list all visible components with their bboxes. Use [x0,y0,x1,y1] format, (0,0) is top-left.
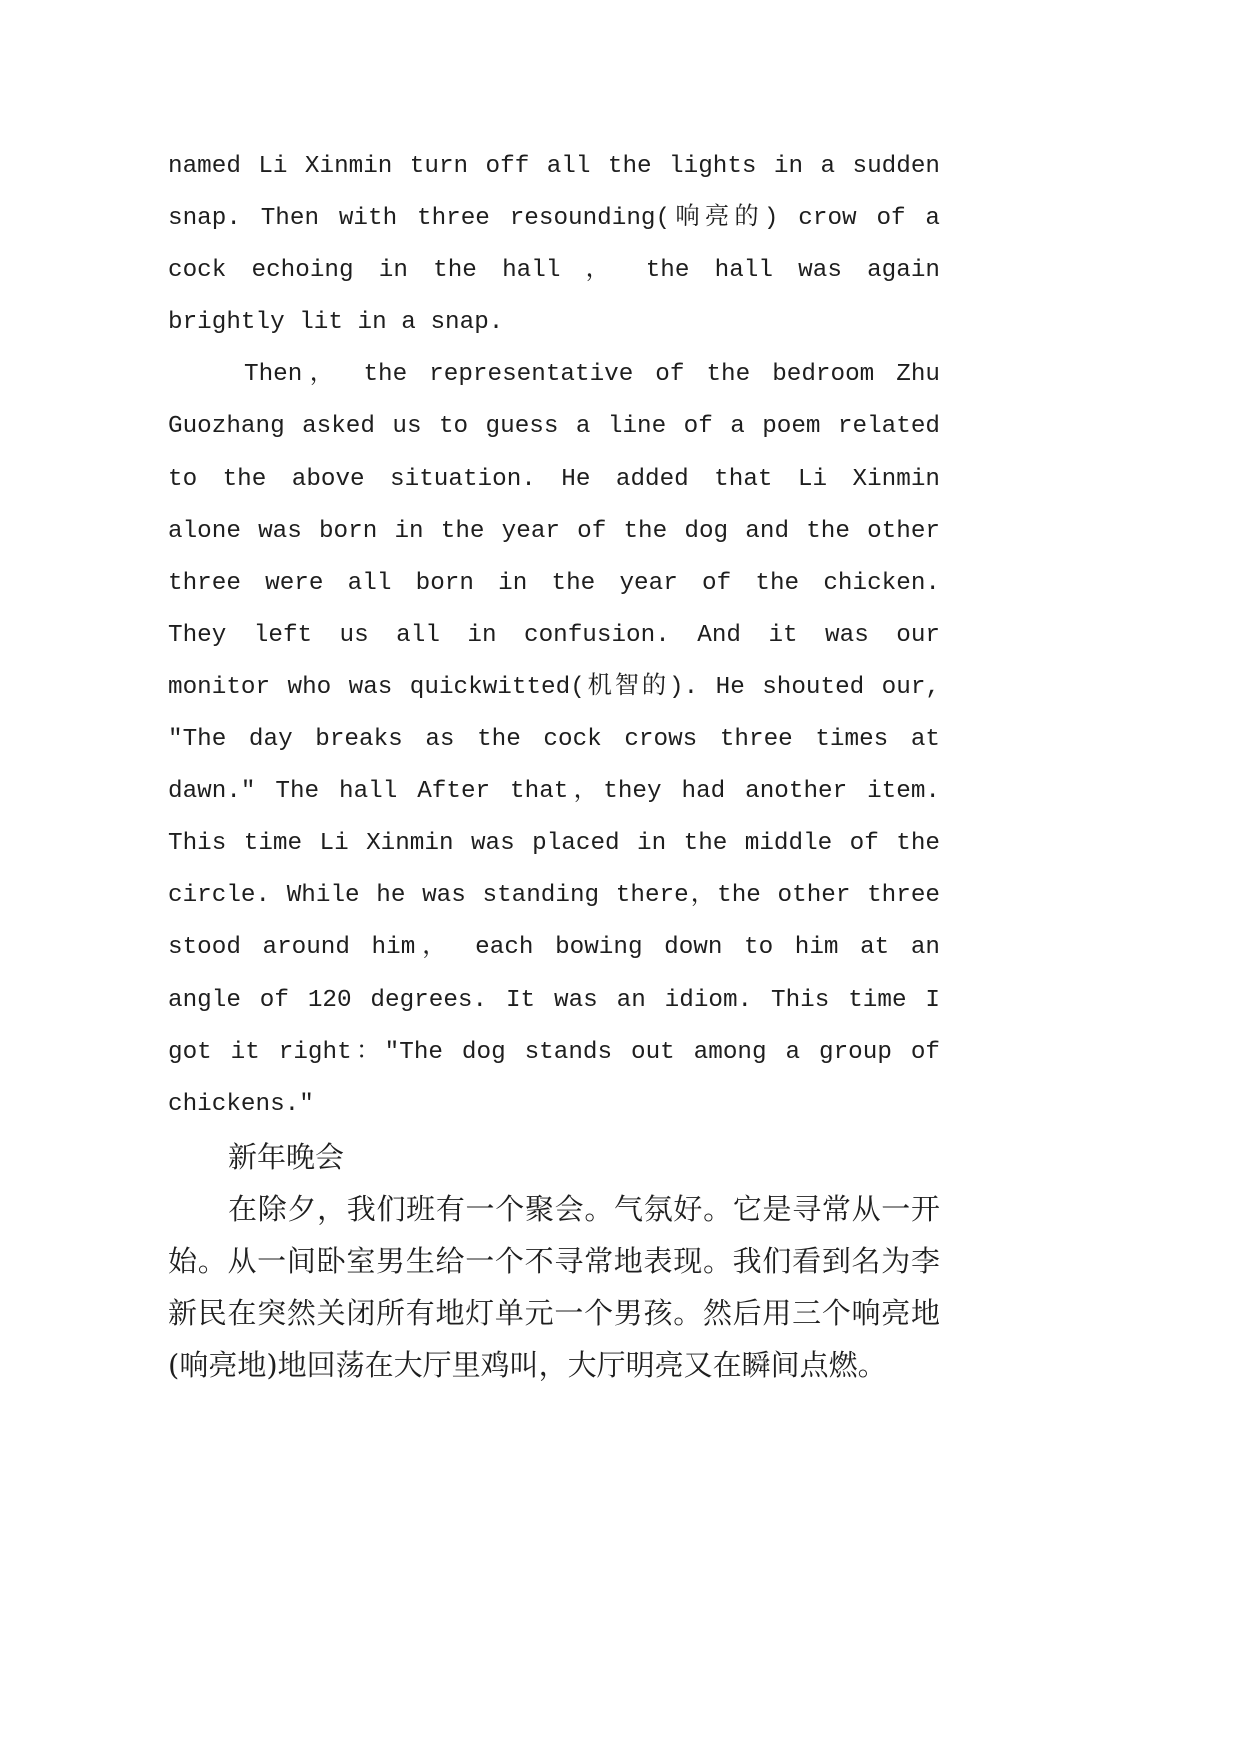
text-line: three were all born in the year of the chicken. [168,569,940,597]
text-line: brightly lit in a snap. [168,309,504,337]
text-line: alone was born in the year of the dog and the other [168,517,940,545]
text-column [168,141,940,1391]
text-line: dawn." The hall After that，they had another item. [168,778,940,806]
text-line: "The day breaks as the cock crows three times at [168,726,940,754]
text-line: to the above situation. He added that Li Xinmin [168,465,940,493]
text-line: named Li Xinmin turn off all the lights in a sudden [168,153,940,180]
text-line: 在除夕，我们班有一个聚会。气氛好。它是寻常从一开 [228,1191,940,1226]
text-line: stood around him， each bowing down to him at an [168,934,940,962]
text-line: Guozhang asked us to guess a line of a poem related [168,413,940,441]
paragraph [168,141,940,349]
text-line: 新民在突然关闭所有地灯单元一个男孩。然后用三个响亮地 [168,1296,940,1331]
text-line: cock echoing in the hall ， the hall was again [168,257,940,285]
paragraph [168,1183,940,1391]
text-line: angle of 120 degrees. It was an idiom. This time I [168,986,940,1014]
text-line: They left us all in confusion. And it was our [168,621,940,649]
text-line: circle. While he was standing there，the other three [168,882,940,910]
text-line: snap. Then with three resounding(响亮的) crow of a [168,205,940,233]
text-line: (响亮地)地回荡在大厅里鸡叫，大厅明亮又在瞬间点燃。 [168,1348,887,1383]
text-line: got it right："The dog stands out among a group of [168,1038,940,1066]
paragraph [168,349,940,1130]
section-title: 新年晚会 [228,1139,345,1174]
text-line: Then， the representative of the bedroom Zhu [244,361,940,389]
text-line: This time Li Xinmin was placed in the middle of the [168,830,940,858]
text-line: monitor who was quickwitted(机智的). He shouted our, [168,673,940,701]
text-line: 始。从一间卧室男生给一个不寻常地表现。我们看到名为李 [168,1243,940,1278]
text-line: chickens." [168,1090,314,1118]
